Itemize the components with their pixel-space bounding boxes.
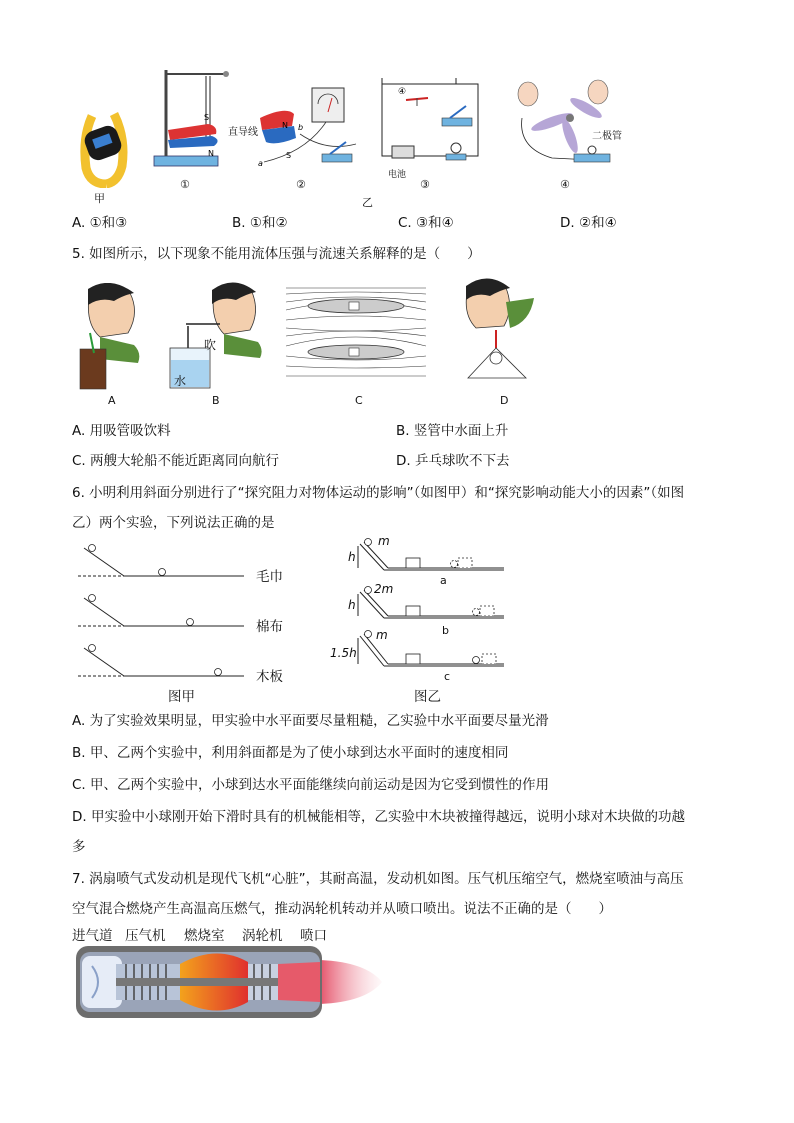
q6-option-d[interactable]: D. 甲实验中小球刚开始下滑时具有的机械能相等，乙实验中木块被撞得越远，说明小球对木块做的功越 bbox=[72, 809, 685, 825]
svg-text:④: ④ bbox=[398, 87, 407, 97]
q5-label-b: B bbox=[212, 394, 220, 407]
mass-b: 2m bbox=[374, 582, 394, 596]
fig-4-fan-diode bbox=[512, 78, 622, 174]
sub-c: c bbox=[444, 670, 451, 683]
q5-option-d[interactable]: D. 乒乓球吹不下去 bbox=[396, 453, 510, 469]
q6-stem-line1: 6. 小明利用斜面分别进行了“探究阻力对物体运动的影响”（如图甲）和“探究影响动能大小的因素”（如图 bbox=[72, 485, 685, 501]
sub-label-2: ② bbox=[296, 178, 306, 191]
q6-option-d-cont: 多 bbox=[72, 839, 86, 855]
q4-option-b[interactable]: B. ①和② bbox=[232, 215, 288, 231]
height-b: h bbox=[348, 598, 356, 612]
wire-a-text: a bbox=[258, 159, 263, 168]
sub-label-3: ③ bbox=[420, 178, 430, 191]
surface-cotton: 棉布 bbox=[256, 619, 283, 635]
sub-label-1: ① bbox=[180, 178, 190, 191]
svg-text:S: S bbox=[204, 113, 210, 122]
q5-label-a: A bbox=[108, 394, 116, 407]
surface-board: 木板 bbox=[256, 669, 283, 685]
q5-label-c: C bbox=[355, 394, 363, 407]
q6-option-b[interactable]: B. 甲、乙两个实验中，利用斜面都是为了使小球到达水平面时的速度相同 bbox=[72, 745, 509, 761]
q5-option-b[interactable]: B. 竖管中水面上升 bbox=[396, 423, 509, 439]
fig-jia-caption: 图甲 bbox=[168, 689, 195, 705]
height-c: 1.5h bbox=[330, 646, 357, 660]
fig-1-wire-magnet bbox=[148, 64, 238, 174]
engine-label-inlet: 进气道 bbox=[72, 928, 113, 944]
sub-a: a bbox=[440, 574, 447, 587]
engine-label-combustor: 燃烧室 bbox=[184, 928, 225, 944]
q4-option-d[interactable]: D. ②和④ bbox=[560, 215, 617, 231]
q5-option-c[interactable]: C. 两艘大轮船不能近距离同向航行 bbox=[72, 453, 280, 469]
fig-yi-caption: 图乙 bbox=[414, 689, 441, 705]
svg-text:N: N bbox=[208, 149, 214, 158]
q5-fig-d-funnel bbox=[454, 278, 538, 390]
mass-a: m bbox=[378, 534, 390, 548]
q4-option-c[interactable]: C. ③和④ bbox=[398, 215, 454, 231]
q7-turbofan-engine bbox=[76, 944, 382, 1020]
q6-fig-yi-kinetic bbox=[344, 538, 506, 682]
engine-label-turbine: 涡轮机 bbox=[242, 928, 283, 944]
svg-text:N: N bbox=[282, 121, 288, 130]
q6-option-a[interactable]: A. 为了实验效果明显，甲实验中水平面要尽量粗糙，乙实验中水平面要尽量光滑 bbox=[72, 713, 549, 729]
q5-option-a[interactable]: A. 用吸管吸饮料 bbox=[72, 423, 171, 439]
svg-text:S: S bbox=[286, 151, 292, 160]
q4-option-a[interactable]: A. ①和③ bbox=[72, 215, 128, 231]
sub-b: b bbox=[442, 624, 449, 637]
q5-blow-label: 吹 bbox=[204, 338, 217, 352]
fig-3-circuit bbox=[372, 74, 488, 170]
q5-fig-a-straw bbox=[70, 283, 150, 391]
q7-stem-line2: 空气混合燃烧产生高温高压燃气，推动涡轮机转动并从喷口喷出。说法不正确的是（ ） bbox=[72, 901, 612, 917]
engine-label-nozzle: 喷口 bbox=[300, 928, 327, 944]
label-yi: 乙 bbox=[362, 196, 373, 209]
diode-label: 二极管 bbox=[592, 131, 622, 142]
battery-label: 电池 bbox=[388, 170, 407, 180]
wire-b-text: b bbox=[298, 123, 304, 132]
sub-label-4: ④ bbox=[560, 178, 570, 191]
q5-stem: 5. 如图所示，以下现象不能用流体压强与流速关系解释的是（ ） bbox=[72, 246, 481, 262]
fig-2-galvanometer bbox=[256, 82, 366, 172]
q6-option-c[interactable]: C. 甲、乙两个实验中，小球到达水平面能继续向前运动是因为它受到惯性的作用 bbox=[72, 777, 550, 793]
q7-stem-line1: 7. 涡扇喷气式发动机是现代飞机“心脏”，其耐高温，发动机如图。压气机压缩空气，燃烧室喷油与高压 bbox=[72, 871, 684, 887]
q6-stem-line2: 乙）两个实验，下列说法正确的是 bbox=[72, 515, 275, 531]
straight-wire-label: 直导线 bbox=[228, 127, 258, 138]
label-jia: 甲 bbox=[94, 192, 105, 205]
q5-fig-c-ships bbox=[286, 284, 426, 384]
q5-label-d: D bbox=[500, 394, 509, 407]
q6-fig-jia-slopes bbox=[74, 540, 254, 688]
mass-c: m bbox=[376, 628, 388, 642]
smart-band-figure bbox=[70, 108, 140, 188]
engine-label-compressor: 压气机 bbox=[125, 928, 166, 944]
surface-towel: 毛巾 bbox=[256, 569, 283, 585]
height-a: h bbox=[348, 550, 356, 564]
q5-water-label: 水 bbox=[174, 374, 187, 388]
